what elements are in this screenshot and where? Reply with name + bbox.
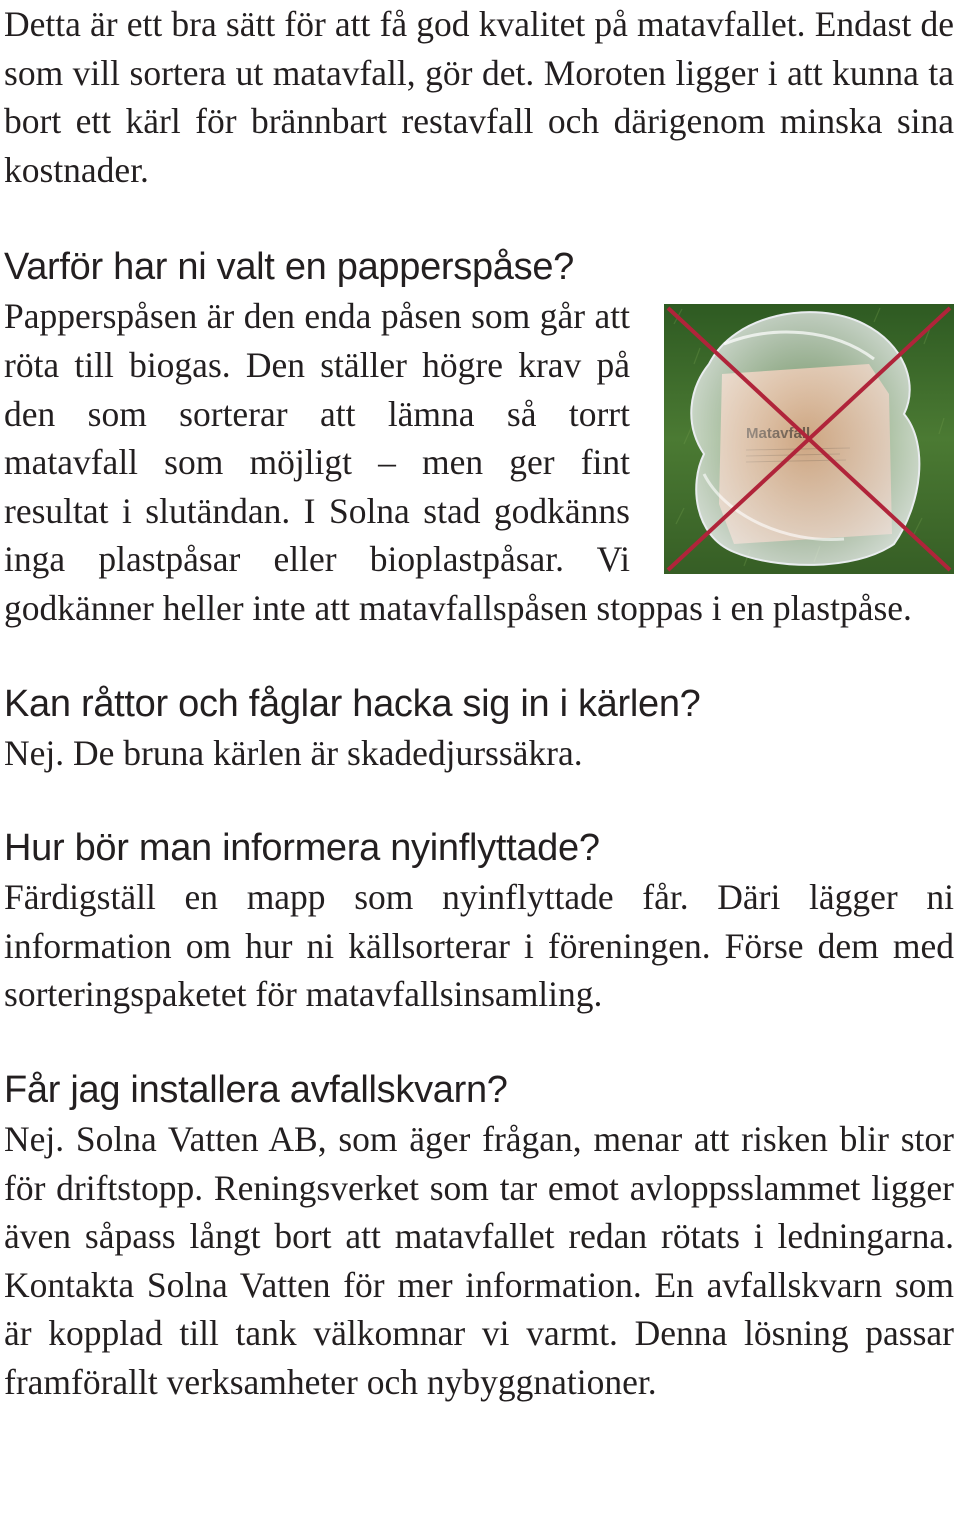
section-heading: Varför har ni valt en papperspåse?: [4, 246, 575, 289]
spacer: [4, 194, 954, 242]
plastic-bag-shape: [691, 312, 919, 565]
document-page: [4, 0, 954, 1406]
crossed-out-plastic-bag-photo: [664, 304, 954, 574]
section-body: Färdigställ en mapp som nyinflyttade får. Däri lägger ni information om hur ni källsorterar i föreningen. Förse dem med sorteringspaketet för matavfallsinsamling.: [4, 877, 954, 1015]
intro-paragraph: Detta är ett bra sätt för att få god kvalitet på matavfallet. Endast de som vill sortera ut matavfall, gör det. Moroten ligger i att kunna ta bort ett kärl för brännbart restavfall och därigenom minska sina kostnader.: [4, 4, 954, 190]
spacer: [4, 1019, 954, 1065]
section-paper-bag: [4, 242, 954, 632]
section-heading: Kan råttor och fåglar hacka sig in i kärlen?: [4, 682, 701, 725]
crossed-out-photo-icon: [664, 304, 954, 574]
section-body: Nej. Solna Vatten AB, som äger frågan, menar att risken blir stor för driftstopp. Reningsverket som tar emot avloppsslammet ligger även såpass långt bort att matavfallet redan rötats i ledningarna. Kontakta Solna Vatten för mer information. En avfallskvarn som är kopplad till tank välkomnar vi varmt. Denna lösning passar framförallt verksamheter och nybyggnationer.: [4, 1118, 954, 1402]
spacer: [4, 633, 954, 679]
section-body: Nej. De bruna kärlen är skadedjurssäkra.: [4, 732, 583, 773]
section-heading: Hur bör man informera nyinflyttade?: [4, 827, 600, 870]
spacer: [4, 777, 954, 823]
section-body: Papperspåsen är den enda påsen som går att röta till biogas. Den ställer högre krav på den som sorterar att lämna så torrt matavfall som möjligt – men ger fint resultat i slutändan. I Solna stad godkänns inga plastpåsar eller bioplastpåsar. Vi godkänner heller inte att matavfallspåsen stoppas i en plastpåse.: [4, 296, 912, 628]
section-heading: Får jag installera avfallskvarn?: [4, 1068, 508, 1111]
